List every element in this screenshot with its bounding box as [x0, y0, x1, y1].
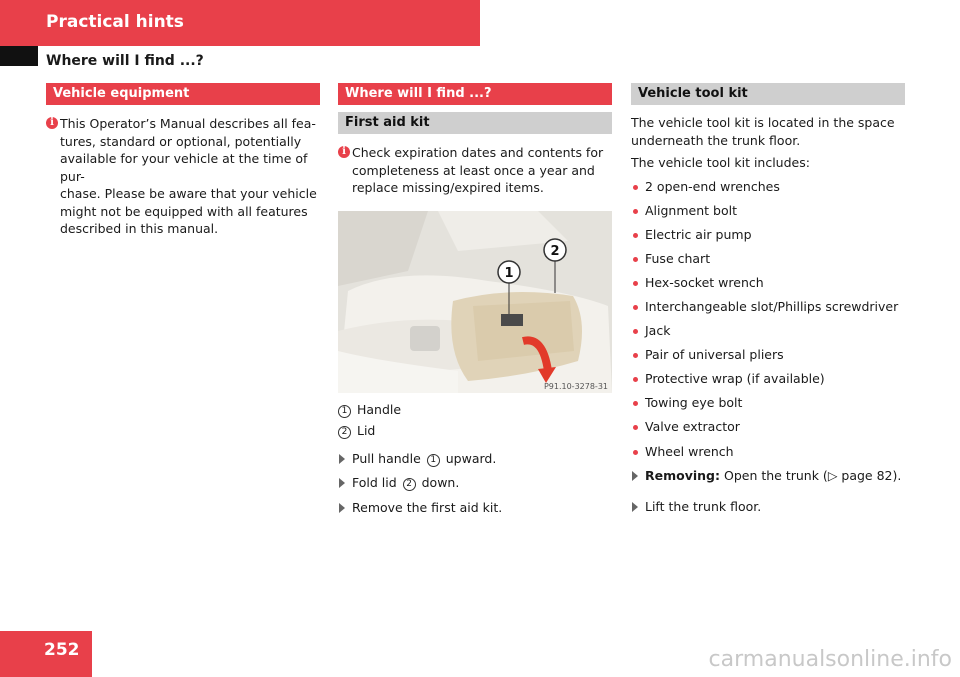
column-where-will-i-find — [338, 83, 612, 523]
page-number: 252 — [44, 640, 80, 660]
arrow-right-icon — [339, 454, 345, 464]
bullet-dot-icon — [633, 425, 638, 430]
first-aid-kit-photo — [338, 211, 612, 393]
info-icon: i — [46, 117, 58, 129]
bullet-dot-icon — [633, 209, 638, 214]
bullet-dot-icon — [633, 233, 638, 238]
legend-item: 2 Lid — [338, 422, 612, 440]
steps — [631, 467, 905, 516]
list-item: Interchangeable slot/Phillips screwdriver — [631, 298, 905, 316]
step: Fold lid 2 down. — [338, 474, 612, 492]
list-item: Wheel wrench — [631, 443, 905, 461]
step: Pull handle 1 upward. — [338, 450, 612, 468]
paragraph: The vehicle tool kit includes: — [631, 155, 810, 170]
arrow-right-icon — [339, 478, 345, 488]
bullet-dot-icon — [633, 329, 638, 334]
page-subtitle: Where will I find ...? — [46, 53, 204, 69]
list-item: Valve extractor — [631, 418, 905, 436]
bullet-dot-icon — [633, 450, 638, 455]
heading-where-will-i-find: Where will I find ...? — [338, 83, 612, 105]
list-item: 2 open-end wrenches — [631, 178, 905, 196]
step: Lift the trunk floor. — [631, 498, 905, 516]
legend — [338, 401, 612, 440]
heading-vehicle-tool-kit: Vehicle tool kit — [631, 83, 905, 105]
list-item: Electric air pump — [631, 226, 905, 244]
tool-list — [631, 178, 905, 461]
list-item: Towing eye bolt — [631, 394, 905, 412]
arrow-right-icon — [632, 502, 638, 512]
column-vehicle-equipment — [46, 83, 320, 238]
watermark: carmanualsonline.info — [708, 647, 952, 672]
list-item: Pair of universal pliers — [631, 346, 905, 364]
photo-code: P91.10-3278-31 — [543, 381, 608, 391]
heading-vehicle-equipment: Vehicle equipment — [46, 83, 320, 105]
seat-illustration — [338, 211, 612, 393]
list-item: Protective wrap (if available) — [631, 370, 905, 388]
step: Removing: Open the trunk (▷ page 82). — [631, 467, 905, 485]
page-reference-link[interactable]: ▷ page 82). — [827, 467, 902, 483]
bullet-dot-icon — [633, 377, 638, 382]
paragraph: The vehicle tool kit is located in the space underneath the trunk floor. — [631, 115, 895, 148]
steps — [338, 450, 612, 517]
list-item: Hex-socket wrench — [631, 274, 905, 292]
bullet-dot-icon — [633, 305, 638, 310]
bullet-dot-icon — [633, 353, 638, 358]
callout-1: 1 — [504, 265, 514, 281]
bullet-dot-icon — [633, 257, 638, 262]
info-note: i This Operator’s Manual describes all fea- tures, standard or optional, potentially available for your vehicle at the time of pur- chase. Please be aware that your vehicle might not be equipped with all features described in this manual. — [46, 115, 320, 238]
bullet-dot-icon — [633, 185, 638, 190]
step: Remove the first aid kit. — [338, 499, 612, 517]
bullet-dot-icon — [633, 401, 638, 406]
info-note: i Check expiration dates and contents for completeness at least once a year and replace missing/expired items. — [338, 144, 612, 197]
section-title: Practical hints — [46, 12, 184, 32]
legend-item: 1 Handle — [338, 401, 612, 419]
list-item: Alignment bolt — [631, 202, 905, 220]
header-tab-mark — [0, 46, 38, 66]
list-item: Fuse chart — [631, 250, 905, 268]
bullet-dot-icon — [633, 281, 638, 286]
info-icon: i — [338, 146, 350, 158]
callout-2: 2 — [550, 243, 560, 259]
heading-first-aid-kit: First aid kit — [338, 112, 612, 134]
list-item: Jack — [631, 322, 905, 340]
column-vehicle-tool-kit — [631, 83, 905, 530]
arrow-right-icon — [339, 503, 345, 513]
arrow-right-icon — [632, 471, 638, 481]
